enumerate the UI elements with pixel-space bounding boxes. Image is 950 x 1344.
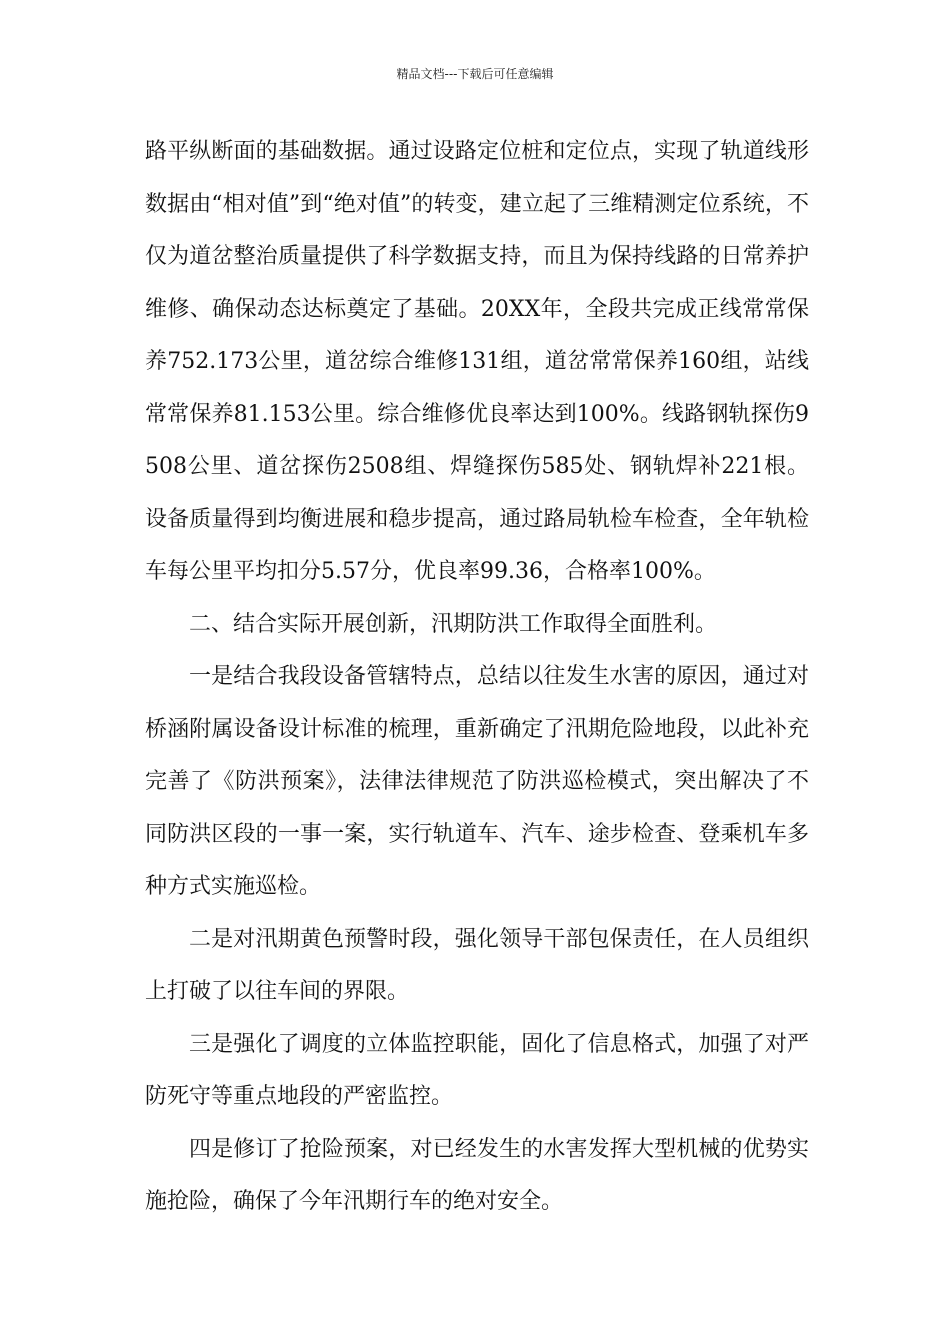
paragraph-point-four: 四是修订了抢险预案，对已经发生的水害发挥大型机械的优势实施抢险，确保了今年汛期行车的绝对安全。	[145, 1136, 809, 1214]
page-header: 精品文档---下载后可任意编辑	[396, 67, 554, 81]
paragraph-track-maintenance: 路平纵断面的基础数据。通过设路定位桩和定位点，实现了轨道线形数据由“相对值”到“绝对值”的转变，建立起了三维精测定位系统，不仅为道岔整治质量提供了科学数据支持，而且为保持线路的日常养护维修、确保动态达标奠定了基础。20XX年，全段共完成正线常常保养752.173公里，道岔综合维修131组，道岔常常保养160组，站线常常保养81.153公里。综合维修优良率达到100%。线路钢轨探伤9508公里、道岔探伤2508组、焊缝探伤585处、钢轨焊补221根。设备质量得到均衡进展和稳步提高，通过路局轨检车检查，全年轨检车每公里平均扣分5.57分，优良率99.36，合格率100%。	[145, 139, 809, 584]
paragraph-point-one: 一是结合我段设备管辖特点，总结以往发生水害的原因，通过对桥涵附属设备设计标准的梳理，重新确定了汛期危险地段，以此补充完善了《防洪预案》，法律法律规范了防洪巡检模式，突出解决了不同防洪区段的一事一案，实行轨道车、汽车、途步检查、登乘机车多种方式实施巡检。	[145, 664, 809, 899]
paragraph-point-three: 三是强化了调度的立体监控职能，固化了信息格式，加强了对严防死守等重点地段的严密监控。	[145, 1031, 809, 1109]
document-body	[145, 126, 809, 1229]
paragraph-point-two: 二是对汛期黄色预警时段，强化领导干部包保责任，在人员组织上打破了以往车间的界限。	[145, 926, 809, 1004]
section-heading-flood-control: 二、结合实际开展创新，汛期防洪工作取得全面胜利。	[189, 611, 718, 637]
